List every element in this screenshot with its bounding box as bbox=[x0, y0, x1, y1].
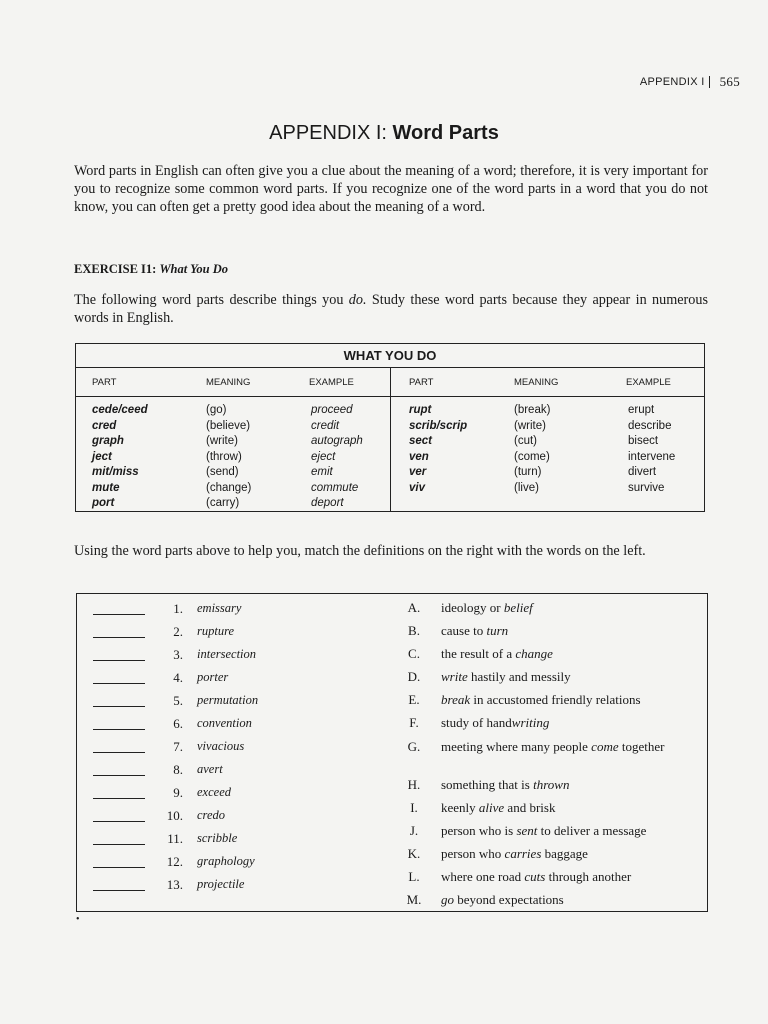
definition-letter: C. bbox=[408, 646, 420, 661]
word-item bbox=[77, 670, 397, 690]
header-part-left: PART bbox=[92, 377, 117, 388]
item-word: rupture bbox=[197, 624, 235, 638]
word-item bbox=[77, 854, 397, 874]
item-number: 7. bbox=[173, 739, 183, 754]
word-part-example: credit bbox=[311, 419, 340, 432]
word-part-meaning: (write) bbox=[514, 419, 546, 432]
word-part: ven bbox=[409, 450, 429, 463]
word-part-example: erupt bbox=[628, 404, 655, 416]
answer-blank[interactable] bbox=[93, 614, 145, 615]
definition-letter: M. bbox=[406, 892, 422, 907]
item-word: convention bbox=[197, 716, 252, 730]
item-word: graphology bbox=[197, 854, 255, 868]
exercise-heading bbox=[74, 262, 228, 277]
word-part-example: bisect bbox=[628, 435, 659, 447]
running-header bbox=[640, 74, 740, 90]
page-title bbox=[0, 122, 768, 145]
word-part-example: divert bbox=[628, 466, 657, 478]
item-word: avert bbox=[197, 762, 223, 776]
definition-text: keenly alive and brisk bbox=[441, 800, 556, 815]
header-meaning-right: MEANING bbox=[514, 377, 559, 388]
intro-paragraph: Word parts in English can often give you a clue about the meaning of a word; therefore, it is very important for you to recognize some common word parts. If you recognize one of the word parts in a word that you do not know, you can often get a pretty good idea about the meaning of a word. bbox=[74, 163, 708, 215]
answer-blank[interactable] bbox=[93, 775, 145, 776]
definition-text: something that is thrown bbox=[441, 777, 570, 792]
answer-blank[interactable] bbox=[93, 660, 145, 661]
header-meaning-left: MEANING bbox=[206, 377, 251, 388]
appendix-label: APPENDIX I bbox=[639, 76, 705, 88]
answer-blank[interactable] bbox=[93, 683, 145, 684]
item-number: 2. bbox=[173, 624, 183, 639]
definition-text: meeting where many people come together bbox=[441, 739, 665, 754]
word-part-example: commute bbox=[311, 481, 359, 494]
word-part: mit/miss bbox=[92, 466, 139, 478]
definition-text: cause to turn bbox=[441, 623, 509, 638]
item-word: scribble bbox=[197, 831, 238, 845]
word-part: sect bbox=[409, 435, 433, 447]
right-parts-column bbox=[409, 403, 467, 496]
word-part-meaning: (believe) bbox=[206, 419, 251, 432]
answer-blank[interactable] bbox=[93, 798, 145, 799]
word-item bbox=[77, 693, 397, 713]
item-word: credo bbox=[197, 808, 225, 822]
definition-text: person who is sent to deliver a message bbox=[441, 823, 647, 838]
stray-mark: • bbox=[76, 914, 80, 925]
item-number: 1. bbox=[173, 601, 183, 616]
right-meanings-column bbox=[514, 403, 550, 496]
definition-letter: J. bbox=[409, 823, 419, 838]
definition-letter: L. bbox=[408, 869, 420, 884]
page-number: 565 bbox=[719, 74, 740, 89]
answer-blank[interactable] bbox=[93, 706, 145, 707]
answer-blank[interactable] bbox=[93, 890, 145, 891]
word-part-meaning: (come) bbox=[514, 450, 550, 463]
item-number: 8. bbox=[173, 762, 183, 777]
table-title: WHAT YOU DO bbox=[76, 344, 704, 368]
word-part-meaning: (carry) bbox=[206, 497, 240, 509]
word-part-meaning: (live) bbox=[514, 481, 539, 494]
word-part: cred bbox=[92, 419, 117, 432]
exercise-description bbox=[74, 291, 708, 327]
word-item bbox=[77, 739, 397, 759]
answer-blank[interactable] bbox=[93, 821, 145, 822]
word-part: port bbox=[92, 497, 115, 509]
definition-text: write hastily and messily bbox=[441, 669, 571, 684]
header-divider bbox=[709, 76, 710, 88]
word-part: ver bbox=[409, 466, 427, 478]
left-parts-column bbox=[92, 403, 148, 512]
definition-text: study of handwriting bbox=[441, 715, 550, 730]
word-item bbox=[77, 601, 397, 621]
word-item bbox=[77, 831, 397, 851]
answer-blank[interactable] bbox=[93, 729, 145, 730]
desc-text-emphasis: do. bbox=[348, 292, 367, 308]
word-part-meaning: (turn) bbox=[514, 466, 542, 478]
word-part: cede/ceed bbox=[92, 404, 148, 416]
matching-instructions: Using the word parts above to help you, match the definitions on the right with the words on the left. bbox=[74, 543, 646, 559]
word-part: viv bbox=[409, 481, 425, 494]
definition-text: where one road cuts through another bbox=[441, 869, 632, 884]
word-part-meaning: (write) bbox=[206, 435, 238, 447]
word-part-example: autograph bbox=[311, 435, 363, 447]
item-word: porter bbox=[197, 670, 229, 684]
word-parts-table bbox=[75, 343, 705, 512]
right-examples-column bbox=[628, 403, 675, 496]
item-word: projectile bbox=[197, 877, 245, 891]
desc-text-after: Study these word parts because they appear in numerous words in English. bbox=[74, 292, 708, 326]
definition-text: person who carries baggage bbox=[441, 846, 588, 861]
exercise-label: EXERCISE I1: bbox=[74, 262, 157, 276]
word-part: mute bbox=[92, 481, 120, 494]
item-word: exceed bbox=[197, 785, 231, 799]
item-word: vivacious bbox=[197, 739, 245, 753]
word-part-meaning: (break) bbox=[514, 404, 551, 416]
word-part-meaning: (throw) bbox=[206, 450, 242, 463]
item-number: 9. bbox=[173, 785, 183, 800]
definition-text: ideology or belief bbox=[441, 600, 533, 615]
header-example-left: EXAMPLE bbox=[309, 377, 354, 388]
word-item bbox=[77, 785, 397, 805]
definition-letter: H. bbox=[407, 777, 421, 792]
definition-letter: D. bbox=[407, 669, 421, 684]
item-number: 12. bbox=[166, 854, 183, 869]
left-meanings-column bbox=[206, 403, 251, 512]
word-part-example: survive bbox=[628, 481, 665, 494]
answer-blank[interactable] bbox=[93, 637, 145, 638]
item-number: 5. bbox=[173, 693, 183, 708]
definition-letter: G. bbox=[407, 739, 421, 754]
word-item bbox=[77, 647, 397, 667]
word-item bbox=[77, 762, 397, 782]
definition-letter: I. bbox=[410, 800, 418, 815]
word-item bbox=[77, 624, 397, 644]
item-number: 13. bbox=[166, 877, 183, 892]
table-body bbox=[76, 397, 704, 512]
desc-text-before: The following word parts describe things you bbox=[74, 292, 349, 308]
word-part-example: intervene bbox=[628, 450, 676, 463]
definition-letter: K. bbox=[407, 846, 421, 861]
answer-blank[interactable] bbox=[93, 844, 145, 845]
item-word: permutation bbox=[197, 693, 259, 707]
left-examples-column bbox=[311, 403, 363, 512]
word-part-meaning: (change) bbox=[206, 481, 252, 494]
header-example-right: EXAMPLE bbox=[626, 377, 671, 388]
definition-letter: F. bbox=[409, 715, 419, 730]
header-part-right: PART bbox=[409, 377, 434, 388]
matching-exercise-box bbox=[76, 593, 708, 912]
title-main: Word Parts bbox=[392, 122, 499, 144]
item-number: 4. bbox=[173, 670, 183, 685]
item-word: intersection bbox=[197, 647, 257, 661]
word-part: graph bbox=[92, 435, 124, 447]
word-part-meaning: (send) bbox=[206, 466, 239, 478]
word-part-meaning: (cut) bbox=[514, 435, 537, 447]
word-part: scrib/scrip bbox=[409, 419, 468, 432]
word-part: rupt bbox=[409, 404, 432, 416]
definition-letter: A. bbox=[407, 600, 421, 615]
definition-text: go beyond expectations bbox=[441, 892, 564, 907]
item-number: 6. bbox=[173, 716, 183, 731]
word-part-example: proceed bbox=[311, 404, 353, 416]
word-part: ject bbox=[92, 450, 112, 463]
word-item bbox=[77, 877, 397, 897]
item-number: 3. bbox=[173, 647, 183, 662]
exercise-subtitle: What You Do bbox=[159, 262, 228, 276]
title-prefix: APPENDIX I: bbox=[269, 122, 387, 144]
item-word: emissary bbox=[197, 601, 242, 615]
word-item bbox=[77, 808, 397, 828]
definition-text: the result of a change bbox=[441, 646, 553, 661]
answer-blank[interactable] bbox=[93, 752, 145, 753]
word-part-example: describe bbox=[628, 419, 672, 432]
word-item bbox=[77, 716, 397, 736]
word-part-example: eject bbox=[311, 450, 336, 463]
definition-letter: E. bbox=[408, 692, 420, 707]
word-part-meaning: (go) bbox=[206, 404, 227, 416]
item-number: 11. bbox=[167, 831, 183, 846]
word-part-example: deport bbox=[311, 497, 344, 509]
answer-blank[interactable] bbox=[93, 867, 145, 868]
word-part-example: emit bbox=[311, 466, 333, 478]
definition-letter: B. bbox=[408, 623, 420, 638]
definition-text: break in accustomed friendly relations bbox=[441, 692, 641, 707]
item-number: 10. bbox=[166, 808, 183, 823]
